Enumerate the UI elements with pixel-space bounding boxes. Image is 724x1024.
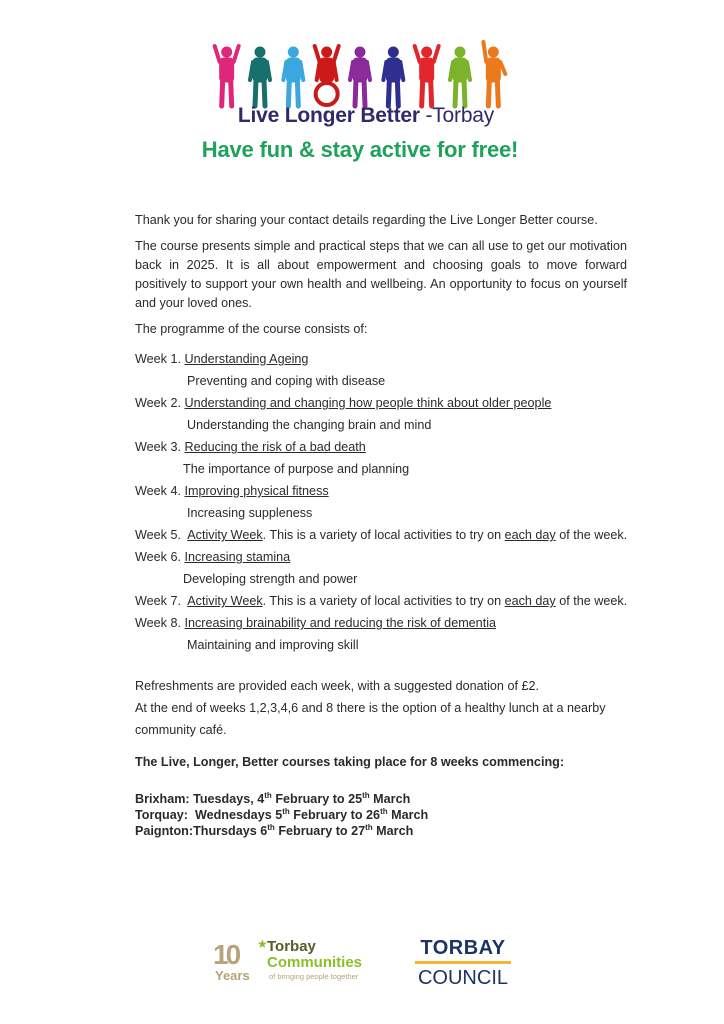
- courses-heading: The Live, Longer, Better courses taking place for 8 weeks commencing:: [135, 755, 565, 769]
- tc-torbay-label: Torbay: [267, 938, 316, 955]
- course-place: Torquay:: [135, 808, 195, 822]
- person-silhouette-icon: [450, 47, 470, 106]
- letter-body: [135, 211, 627, 839]
- person-silhouette-icon: [283, 47, 303, 106]
- week-title: Increasing stamina: [184, 550, 291, 564]
- week-subtitle: Understanding the changing brain and mind: [187, 418, 432, 432]
- course-end-month: March: [387, 808, 429, 822]
- week-label: Week 1.: [135, 352, 185, 366]
- brand-title: [216, 104, 516, 128]
- course-end-month: March: [369, 792, 411, 806]
- course-place: Brixham:: [135, 792, 194, 806]
- torbay-communities-logo: [213, 937, 388, 987]
- week-item: [135, 546, 627, 568]
- week-item: [135, 524, 627, 546]
- course-end-month: March: [372, 824, 414, 838]
- lunch-note: At the end of weeks 1,2,3,4,6 and 8 there is the option of a healthy lunch at a nearby community café.: [135, 701, 606, 737]
- week-emphasis: each day: [504, 594, 556, 608]
- person-silhouette-icon: [383, 47, 403, 106]
- ordinal-suffix: th: [264, 791, 272, 800]
- week-title: Understanding Ageing: [184, 352, 309, 366]
- week-item: [135, 392, 627, 414]
- week-item: [135, 348, 627, 370]
- week-item: [135, 436, 627, 458]
- council-top-label: TORBAY: [420, 937, 506, 959]
- person-silhouette-icon: [415, 46, 439, 106]
- person-silhouette-icon: [315, 46, 339, 105]
- week-subtitle: The importance of purpose and planning: [183, 462, 410, 476]
- week-label: Week 7.: [135, 594, 188, 608]
- tc-ten-years-numeral: 10: [213, 939, 239, 970]
- week-subtitle: Preventing and coping with disease: [187, 374, 386, 388]
- course-start: Tuesdays, 4: [193, 792, 265, 806]
- week-description: . This is a variety of local activities to try on: [262, 528, 505, 542]
- ordinal-suffix: th: [282, 807, 290, 816]
- silhouettes-graphic: [210, 40, 510, 110]
- course-start: Wednesdays 5: [194, 808, 283, 822]
- course-date-row: [135, 791, 627, 807]
- week-item: [135, 590, 627, 612]
- star-icon: ★: [257, 937, 268, 951]
- week-subtitle: Maintaining and improving skill: [187, 638, 359, 652]
- week-label: Week 4.: [135, 484, 185, 498]
- person-silhouette-icon: [350, 47, 370, 106]
- week-label: Week 6.: [135, 550, 185, 564]
- week-label: Week 5.: [135, 528, 188, 542]
- week-title: Activity Week: [187, 594, 263, 608]
- week-subtitle: Increasing suppleness: [187, 506, 313, 520]
- course-date-row: [135, 807, 627, 823]
- ordinal-suffix: th: [380, 807, 388, 816]
- week-item: [135, 480, 627, 502]
- tc-years-label: Years: [215, 968, 250, 983]
- ordinal-suffix: th: [362, 791, 370, 800]
- week-title: Understanding and changing how people think about older people: [184, 396, 552, 410]
- week-description: . This is a variety of local activities to try on: [262, 594, 505, 608]
- course-range: February to 25: [271, 792, 363, 806]
- week-list: [135, 348, 627, 656]
- ordinal-suffix: th: [365, 823, 373, 832]
- tc-tagline: of bringing people together: [269, 972, 359, 981]
- course-dates: [135, 791, 627, 839]
- course-place: Paignton:: [135, 824, 194, 838]
- week-description-end: of the week.: [555, 594, 628, 608]
- council-divider: [415, 961, 511, 964]
- thanks-paragraph: Thank you for sharing your contact details regarding the Live Longer Better course.: [135, 213, 598, 227]
- people-silhouettes-logo: [210, 40, 510, 110]
- course-start: Thursdays 6: [193, 824, 268, 838]
- week-item: [135, 612, 627, 634]
- course-range: February to 26: [289, 808, 381, 822]
- week-title: Increasing brainability and reducing the risk of dementia: [184, 616, 496, 630]
- week-label: Week 8.: [135, 616, 185, 630]
- week-title: Activity Week: [187, 528, 263, 542]
- person-silhouette-icon: [250, 47, 270, 106]
- week-title: Reducing the risk of a bad death: [184, 440, 366, 454]
- refreshments-note: Refreshments are provided each week, with a suggested donation of £2.: [135, 679, 539, 693]
- course-range: February to 27: [274, 824, 366, 838]
- brand-title-suffix: -Torbay: [419, 104, 495, 127]
- course-date-row: [135, 823, 627, 839]
- intro-paragraph: The course presents simple and practical steps that we can all use to get our motivation back in 2025. It is all about empowerment and choosing goals to move forward positively to support your own health and wellbeing. An opportunity to focus on yourself and your loved ones.: [135, 239, 627, 310]
- week-title: Improving physical fitness: [184, 484, 329, 498]
- ordinal-suffix: th: [267, 823, 275, 832]
- council-bottom-label: COUNCIL: [417, 967, 508, 989]
- tc-communities-label: Communities: [267, 954, 363, 971]
- tagline: Have fun & stay active for free!: [201, 137, 519, 162]
- torbay-council-logo: [415, 937, 511, 989]
- person-silhouette-icon: [483, 42, 505, 106]
- week-label: Week 2.: [135, 396, 185, 410]
- person-silhouette-icon: [215, 46, 239, 106]
- week-emphasis: each day: [504, 528, 556, 542]
- week-subtitle: Developing strength and power: [183, 572, 358, 586]
- week-label: Week 3.: [135, 440, 185, 454]
- programme-heading: The programme of the course consists of:: [135, 322, 368, 336]
- brand-title-main: Live Longer Better: [237, 104, 420, 127]
- week-description-end: of the week.: [555, 528, 628, 542]
